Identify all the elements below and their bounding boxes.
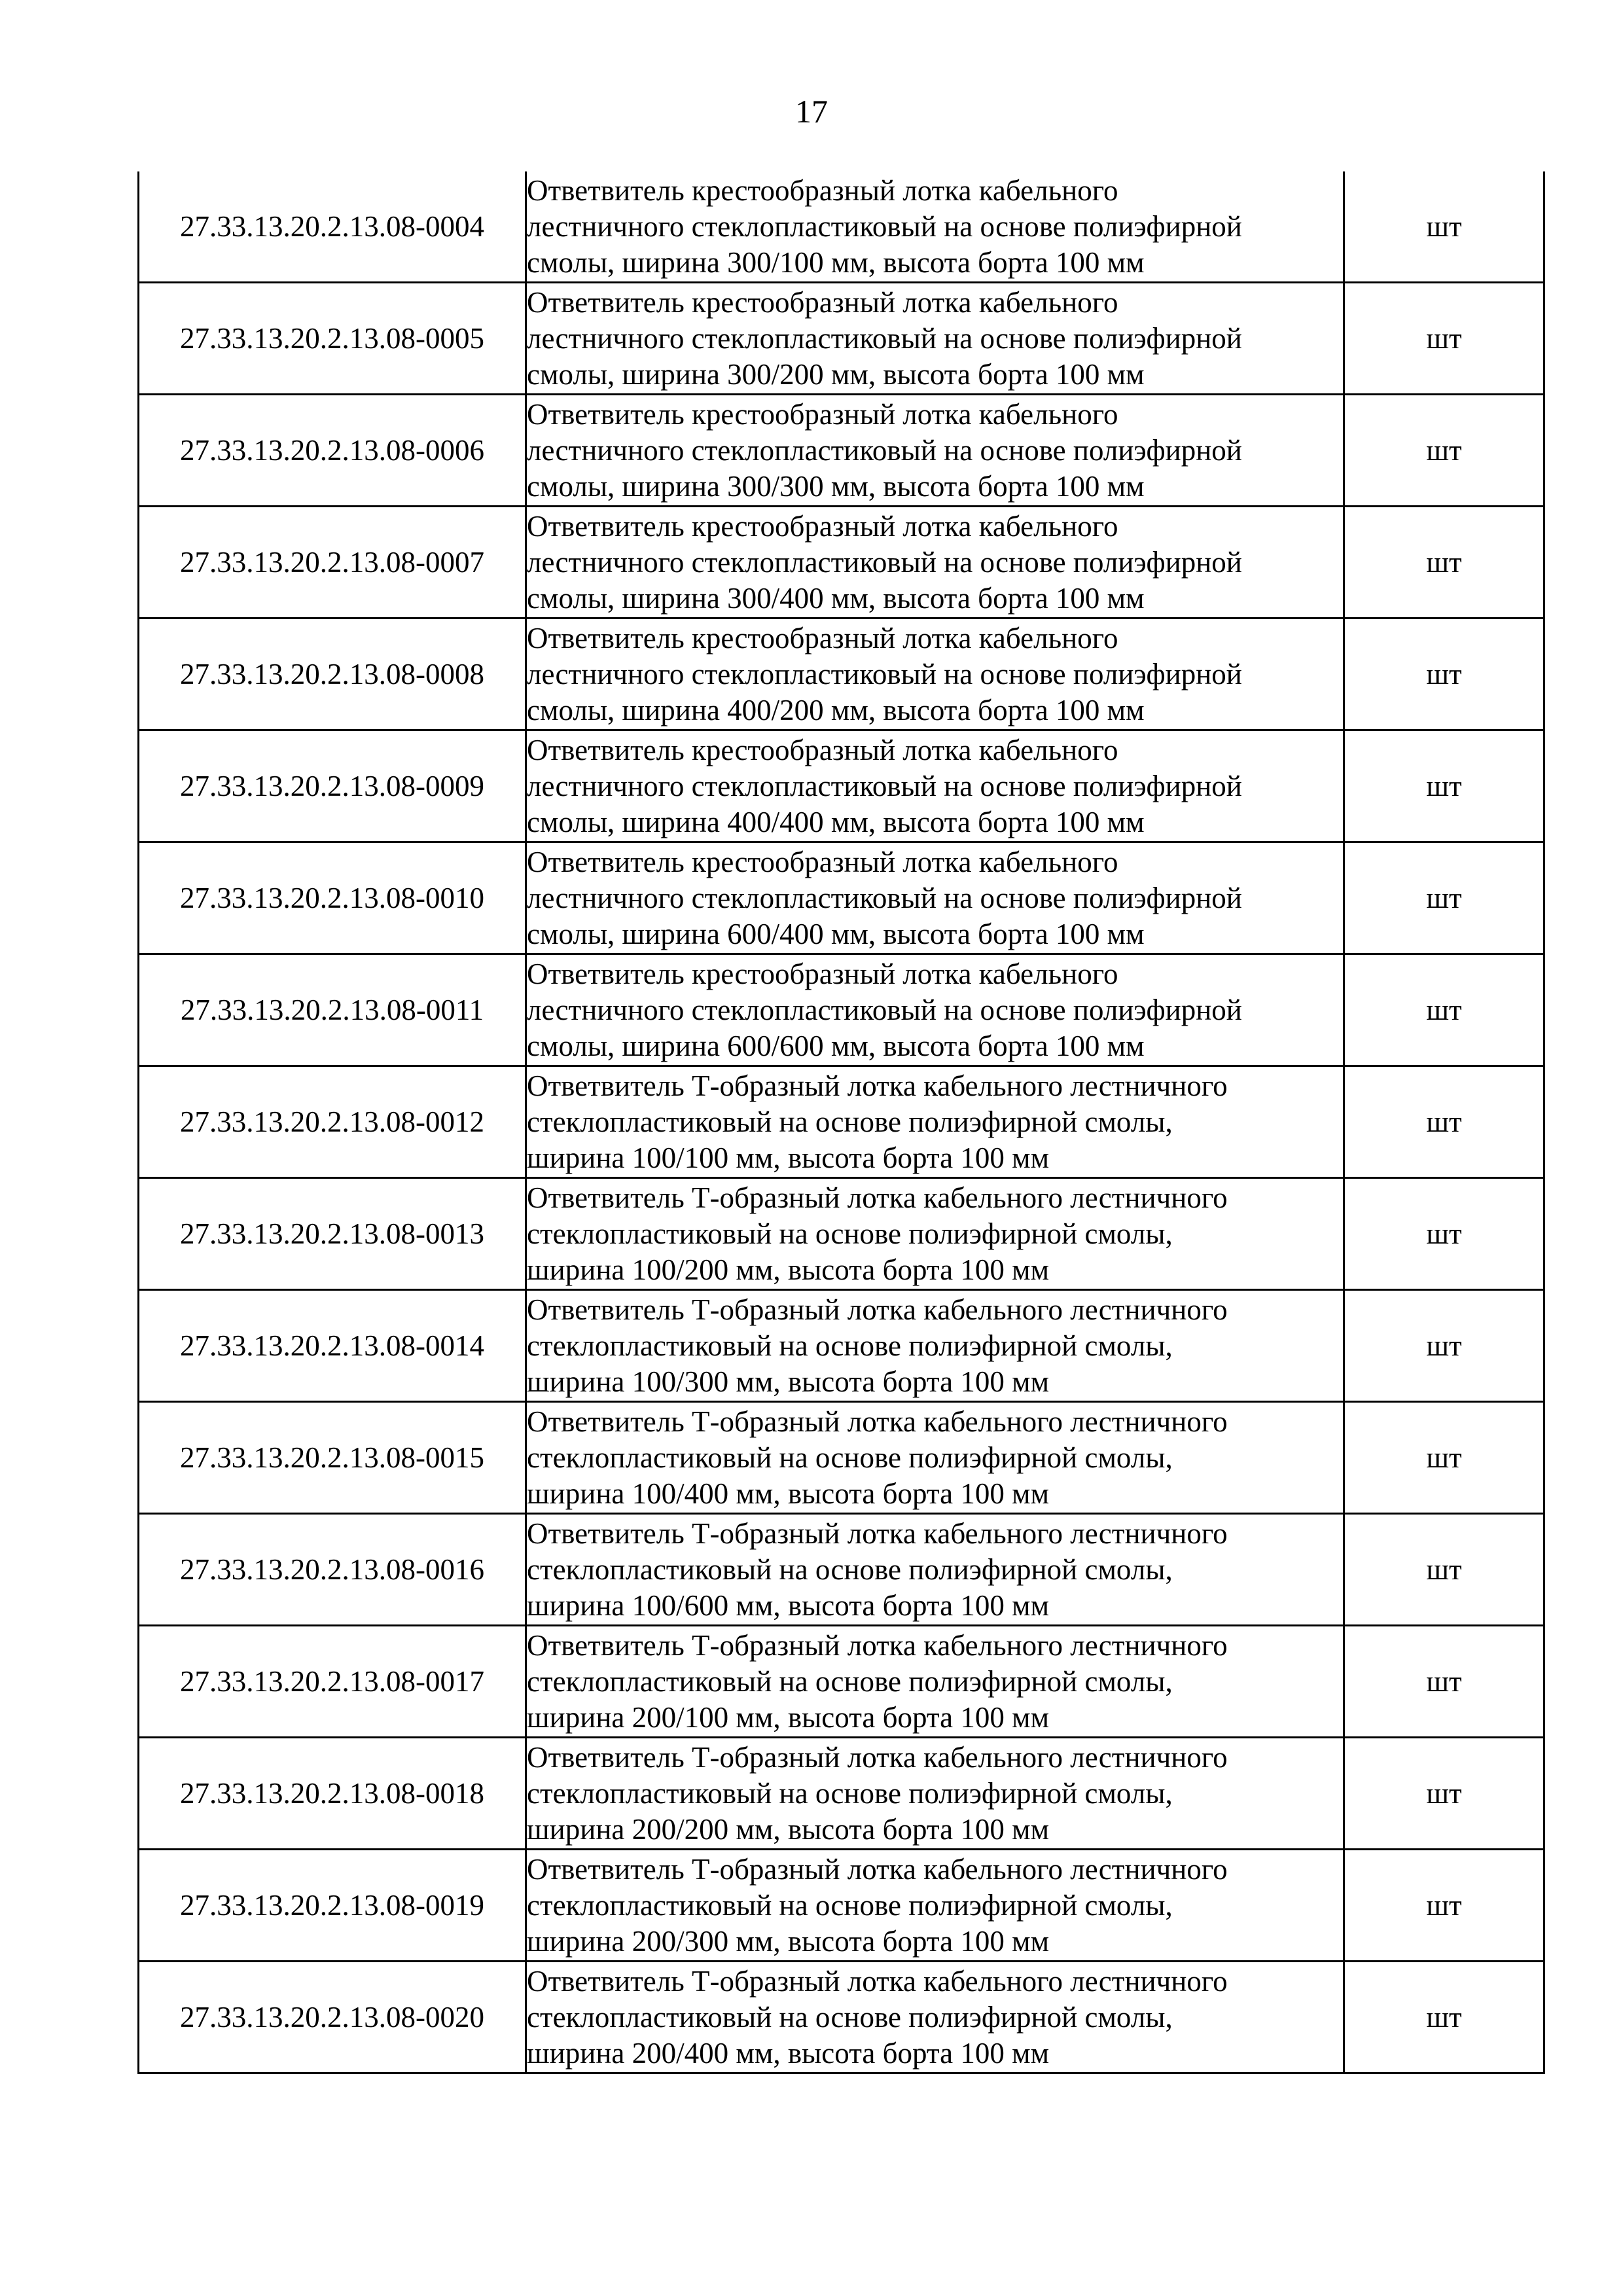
table-row bbox=[139, 283, 1544, 395]
code-cell: 27.33.13.20.2.13.08-0011 bbox=[139, 954, 526, 1066]
table-row bbox=[139, 619, 1544, 730]
description-cell: Ответвитель Т-образный лотка кабельного лестничного стеклопластиковый на основе полиэфирной смолы, ширина 100/300 мм, высота борта 100 мм bbox=[526, 1290, 1344, 1402]
description-cell: Ответвитель Т-образный лотка кабельного лестничного стеклопластиковый на основе полиэфирной смолы, ширина 200/200 мм, высота борта 100 мм bbox=[526, 1738, 1344, 1850]
table-row bbox=[139, 507, 1544, 619]
unit-cell: шт bbox=[1344, 395, 1544, 507]
unit-cell: шт bbox=[1344, 1738, 1544, 1850]
description-cell: Ответвитель Т-образный лотка кабельного лестничного стеклопластиковый на основе полиэфирной смолы, ширина 200/100 мм, высота борта 100 мм bbox=[526, 1626, 1344, 1738]
unit-cell: шт bbox=[1344, 171, 1544, 283]
table-row bbox=[139, 1738, 1544, 1850]
table-row bbox=[139, 1290, 1544, 1402]
code-cell: 27.33.13.20.2.13.08-0006 bbox=[139, 395, 526, 507]
description-cell: Ответвитель крестообразный лотка кабельного лестничного стеклопластиковый на основе полиэфирной смолы, ширина 400/400 мм, высота борта 100 мм bbox=[526, 730, 1344, 842]
code-cell: 27.33.13.20.2.13.08-0018 bbox=[139, 1738, 526, 1850]
table-row bbox=[139, 954, 1544, 1066]
table-row bbox=[139, 171, 1544, 283]
table-row bbox=[139, 842, 1544, 954]
description-cell: Ответвитель крестообразный лотка кабельного лестничного стеклопластиковый на основе полиэфирной смолы, ширина 400/200 мм, высота борта 100 мм bbox=[526, 619, 1344, 730]
table-row bbox=[139, 1514, 1544, 1626]
description-cell: Ответвитель крестообразный лотка кабельного лестничного стеклопластиковый на основе полиэфирной смолы, ширина 300/100 мм, высота борта 100 мм bbox=[526, 171, 1344, 283]
description-cell: Ответвитель крестообразный лотка кабельного лестничного стеклопластиковый на основе полиэфирной смолы, ширина 300/400 мм, высота борта 100 мм bbox=[526, 507, 1344, 619]
code-cell: 27.33.13.20.2.13.08-0020 bbox=[139, 1962, 526, 2073]
code-cell: 27.33.13.20.2.13.08-0013 bbox=[139, 1178, 526, 1290]
unit-cell: шт bbox=[1344, 1514, 1544, 1626]
unit-cell: шт bbox=[1344, 730, 1544, 842]
page-number: 17 bbox=[795, 93, 828, 130]
description-cell: Ответвитель крестообразный лотка кабельного лестничного стеклопластиковый на основе полиэфирной смолы, ширина 600/400 мм, высота борта 100 мм bbox=[526, 842, 1344, 954]
unit-cell: шт bbox=[1344, 954, 1544, 1066]
code-cell: 27.33.13.20.2.13.08-0005 bbox=[139, 283, 526, 395]
code-cell: 27.33.13.20.2.13.08-0019 bbox=[139, 1850, 526, 1962]
description-cell: Ответвитель Т-образный лотка кабельного лестничного стеклопластиковый на основе полиэфирной смолы, ширина 100/200 мм, высота борта 100 мм bbox=[526, 1178, 1344, 1290]
table-row bbox=[139, 730, 1544, 842]
code-cell: 27.33.13.20.2.13.08-0015 bbox=[139, 1402, 526, 1514]
table-row bbox=[139, 1850, 1544, 1962]
code-cell: 27.33.13.20.2.13.08-0010 bbox=[139, 842, 526, 954]
unit-cell: шт bbox=[1344, 1962, 1544, 2073]
code-cell: 27.33.13.20.2.13.08-0008 bbox=[139, 619, 526, 730]
code-cell: 27.33.13.20.2.13.08-0004 bbox=[139, 171, 526, 283]
code-cell: 27.33.13.20.2.13.08-0009 bbox=[139, 730, 526, 842]
code-cell: 27.33.13.20.2.13.08-0016 bbox=[139, 1514, 526, 1626]
description-cell: Ответвитель Т-образный лотка кабельного лестничного стеклопластиковый на основе полиэфирной смолы, ширина 100/400 мм, высота борта 100 мм bbox=[526, 1402, 1344, 1514]
description-cell: Ответвитель Т-образный лотка кабельного лестничного стеклопластиковый на основе полиэфирной смолы, ширина 200/400 мм, высота борта 100 мм bbox=[526, 1962, 1344, 2073]
unit-cell: шт bbox=[1344, 1178, 1544, 1290]
unit-cell: шт bbox=[1344, 619, 1544, 730]
description-cell: Ответвитель Т-образный лотка кабельного лестничного стеклопластиковый на основе полиэфирной смолы, ширина 200/300 мм, высота борта 100 мм bbox=[526, 1850, 1344, 1962]
code-cell: 27.33.13.20.2.13.08-0014 bbox=[139, 1290, 526, 1402]
code-cell: 27.33.13.20.2.13.08-0012 bbox=[139, 1066, 526, 1178]
table-row bbox=[139, 1066, 1544, 1178]
description-cell: Ответвитель Т-образный лотка кабельного лестничного стеклопластиковый на основе полиэфирной смолы, ширина 100/100 мм, высота борта 100 мм bbox=[526, 1066, 1344, 1178]
unit-cell: шт bbox=[1344, 1850, 1544, 1962]
unit-cell: шт bbox=[1344, 1290, 1544, 1402]
unit-cell: шт bbox=[1344, 842, 1544, 954]
table-row bbox=[139, 1626, 1544, 1738]
description-cell: Ответвитель крестообразный лотка кабельного лестничного стеклопластиковый на основе полиэфирной смолы, ширина 300/200 мм, высота борта 100 мм bbox=[526, 283, 1344, 395]
table-row bbox=[139, 1962, 1544, 2073]
description-cell: Ответвитель Т-образный лотка кабельного лестничного стеклопластиковый на основе полиэфирной смолы, ширина 100/600 мм, высота борта 100 мм bbox=[526, 1514, 1344, 1626]
unit-cell: шт bbox=[1344, 1066, 1544, 1178]
table-row bbox=[139, 1402, 1544, 1514]
unit-cell: шт bbox=[1344, 1626, 1544, 1738]
unit-cell: шт bbox=[1344, 1402, 1544, 1514]
unit-cell: шт bbox=[1344, 507, 1544, 619]
resource-code-table bbox=[137, 171, 1545, 2074]
description-cell: Ответвитель крестообразный лотка кабельного лестничного стеклопластиковый на основе полиэфирной смолы, ширина 600/600 мм, высота борта 100 мм bbox=[526, 954, 1344, 1066]
unit-cell: шт bbox=[1344, 283, 1544, 395]
description-cell: Ответвитель крестообразный лотка кабельного лестничного стеклопластиковый на основе полиэфирной смолы, ширина 300/300 мм, высота борта 100 мм bbox=[526, 395, 1344, 507]
code-cell: 27.33.13.20.2.13.08-0017 bbox=[139, 1626, 526, 1738]
code-cell: 27.33.13.20.2.13.08-0007 bbox=[139, 507, 526, 619]
table-row bbox=[139, 395, 1544, 507]
table-body bbox=[139, 171, 1544, 2073]
table-row bbox=[139, 1178, 1544, 1290]
